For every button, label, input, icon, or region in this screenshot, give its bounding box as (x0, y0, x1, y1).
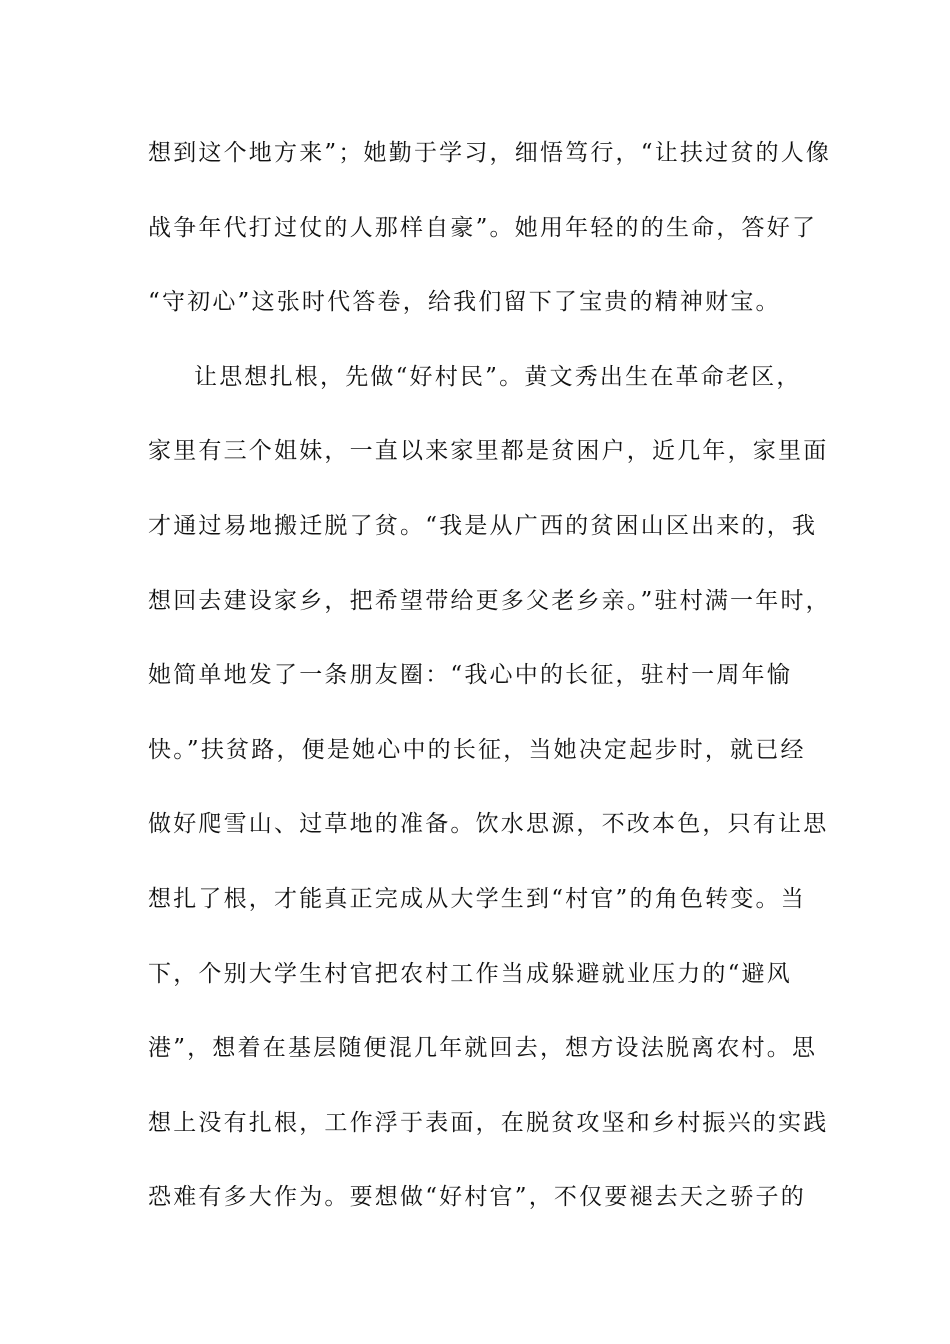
text-line: 战争年代打过仗的人那样自豪”。她用年轻的的生命，答好了 (148, 214, 818, 241)
text-line: 才通过易地搬迁脱了贫。“我是从广西的贫困山区出来的，我 (148, 512, 818, 539)
text-line: 快。”扶贫路，便是她心中的长征，当她决定起步时，就已经 (148, 736, 806, 763)
text-line: 她简单地发了一条朋友圈：“我心中的长征，驻村一周年愉 (148, 662, 792, 689)
text-line: 港”，想着在基层随便混几年就回去，想方设法脱离农村。思 (148, 1035, 818, 1062)
text-line: 想扎了根，才能真正完成从大学生到“村官”的角色转变。当 (148, 885, 806, 912)
text-line: 下，个别大学生村官把农村工作当成躲避就业压力的“避风 (148, 960, 792, 987)
body-text (148, 128, 832, 1247)
text-line: 想回去建设家乡，把希望带给更多父老乡亲。”驻村满一年时， (148, 587, 831, 614)
text-line: “守初心”这张时代答卷，给我们留下了宝贵的精神财宝。 (148, 289, 781, 316)
text-line: 恐难有多大作为。要想做“好村官”，不仅要褪去天之骄子的 (148, 1184, 806, 1211)
text-line: 做好爬雪山、过草地的准备。饮水思源，不改本色，只有让思 (148, 811, 829, 838)
text-line: 想到这个地方来”；她勤于学习，细悟笃行，“让扶过贫的人像 (148, 140, 832, 166)
text-line: 想上没有扎根，工作浮于表面，在脱贫攻坚和乡村振兴的实践 (148, 1109, 829, 1136)
paragraph-start-line: 让思想扎根，先做“好村民”。黄文秀出生在革命老区， (194, 363, 802, 390)
text-line: 家里有三个姐妹，一直以来家里都是贫困户，近几年，家里面 (148, 438, 829, 465)
